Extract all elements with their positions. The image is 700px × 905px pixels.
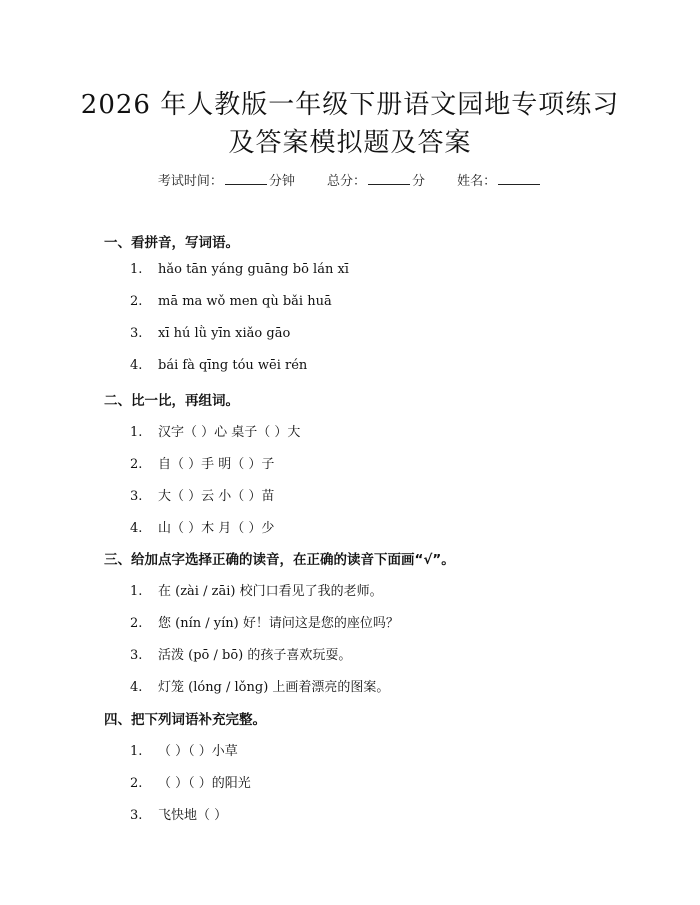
question-item [130, 772, 251, 791]
question-item [130, 580, 383, 599]
exam-time-blank[interactable] [225, 172, 267, 185]
question-number: 1. [130, 425, 143, 440]
section-heading-3: 三、给加点字选择正确的读音，在正确的读音下面画“√”。 [104, 552, 455, 568]
total-score [327, 170, 425, 189]
section-heading-2: 二、比一比，再组词。 [104, 393, 239, 409]
exam-time-label: 考试时间： [157, 174, 223, 189]
question-number: 4. [130, 680, 143, 695]
page-title-line1: 2026 年人教版一年级下册语文园地专项练习 [80, 90, 620, 120]
question-text: 在 (zài / zāi) 校门口看见了我的老师。 [158, 584, 383, 599]
question-number: 3. [130, 648, 143, 663]
question-text: 大（ ）云 小（ ）苗 [158, 489, 275, 504]
exam-time-unit: 分钟 [268, 174, 295, 189]
question-number: 1. [130, 744, 143, 759]
question-number: 2. [130, 294, 143, 309]
question-text: bái fà qīng tóu wēi rén [158, 358, 308, 373]
question-item [130, 740, 238, 759]
question-number: 4. [130, 521, 143, 536]
question-item [130, 485, 274, 504]
question-item [130, 326, 290, 341]
question-item [130, 612, 399, 631]
question-item [130, 294, 332, 309]
question-number: 2. [130, 616, 143, 631]
total-score-blank[interactable] [368, 172, 410, 185]
question-text: 您 (nín / yín) 好！请问这是您的座位吗？ [158, 616, 399, 631]
question-text: 自（ ）手 明（ ）子 [158, 457, 275, 472]
exam-meta [0, 170, 700, 189]
student-name-label: 姓名： [457, 174, 497, 189]
question-item [130, 517, 274, 536]
question-number: 3. [130, 489, 143, 504]
question-text: 灯笼 (lóng / lǒng) 上画着漂亮的图案。 [158, 680, 390, 695]
section-heading-4: 四、把下列词语补充完整。 [104, 712, 266, 728]
question-item [130, 421, 300, 440]
question-number: 3. [130, 808, 143, 823]
question-text: 飞快地（ ） [158, 808, 228, 823]
question-text: 山（ ）木 月（ ）少 [158, 521, 275, 536]
question-item [130, 676, 389, 695]
total-score-unit: 分 [412, 174, 426, 189]
question-number: 1. [130, 262, 143, 277]
question-number: 3. [130, 326, 143, 341]
student-name-blank[interactable] [498, 172, 540, 185]
question-item [130, 804, 227, 823]
question-item [130, 262, 349, 277]
section-heading-1: 一、看拼音，写词语。 [104, 235, 239, 251]
page-title-line2: 及答案模拟题及答案 [228, 128, 472, 158]
question-text: （ ）（ ）小草 [158, 744, 238, 759]
question-text: hǎo tān yáng guāng bō lán xī [158, 262, 349, 277]
total-score-label: 总分： [326, 174, 366, 189]
question-number: 2. [130, 457, 143, 472]
question-text: 汉字（ ）心 桌子（ ）大 [158, 425, 301, 440]
question-item [130, 358, 307, 373]
exam-time [158, 170, 295, 189]
student-name [457, 170, 542, 189]
question-number: 1. [130, 584, 143, 599]
question-text: xī hú lǜ yīn xiǎo gāo [158, 326, 291, 341]
question-text: 活泼 (pō / bō) 的孩子喜欢玩耍。 [158, 648, 352, 663]
question-text: mā ma wǒ men qù bǎi huā [158, 294, 332, 309]
question-item [130, 453, 274, 472]
question-number: 4. [130, 358, 143, 373]
question-number: 2. [130, 776, 143, 791]
question-item [130, 644, 351, 663]
question-text: （ ）（ ）的阳光 [158, 776, 251, 791]
